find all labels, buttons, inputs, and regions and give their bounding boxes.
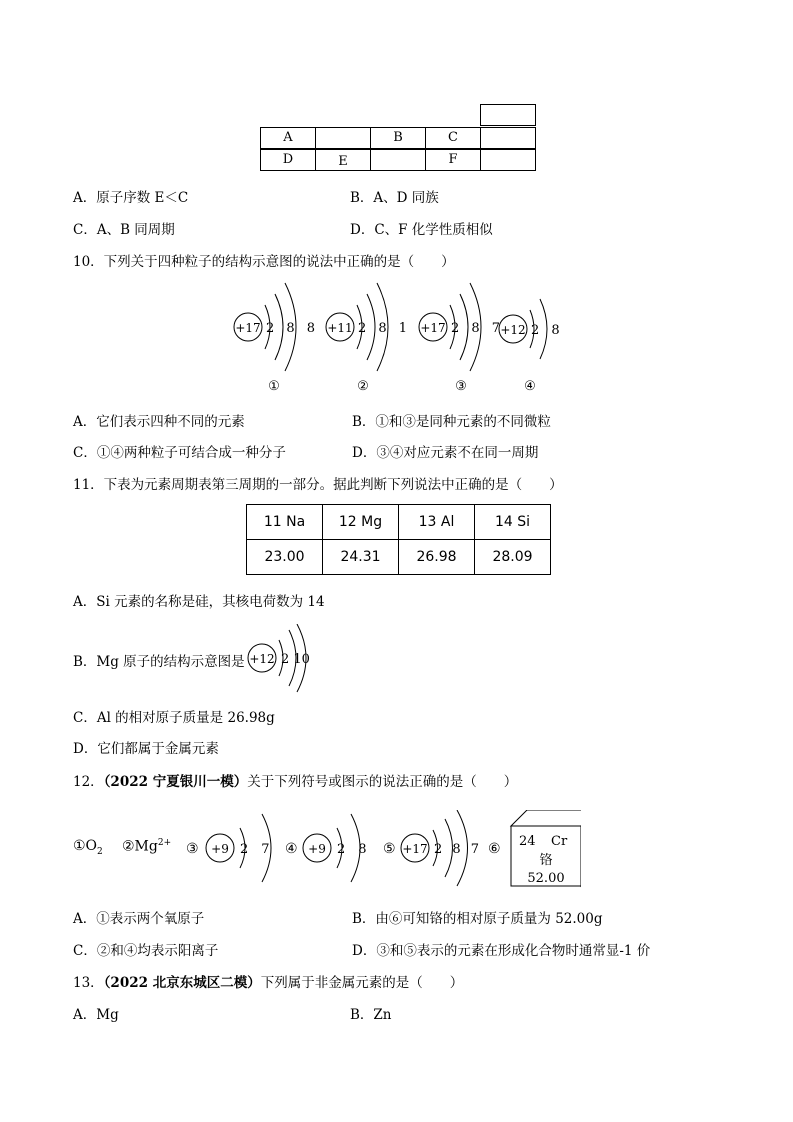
table-cell	[315, 127, 371, 149]
q10-option-b: B．①和③是同种元素的不同微粒	[352, 414, 551, 430]
q11-stem: 11．下表为元素周期表第三周期的一部分。据此判断下列说法中正确的是（ ）	[73, 477, 563, 493]
question-source: （2022 北京东城区二模）	[103, 975, 261, 991]
shell-electrons: 2 8	[337, 842, 367, 857]
shell-electrons: 2 8 8	[266, 321, 320, 336]
table-cell: C	[425, 127, 481, 149]
symbol-o2: ①O	[73, 838, 98, 854]
q9-option-a: A．原子序数 E＜C	[73, 190, 189, 206]
atom-diagram-2	[326, 283, 411, 394]
q13-option-b: B．Zn	[350, 1007, 392, 1023]
q10-option-a: A．它们表示四种不同的元素	[73, 414, 245, 430]
nucleus-charge: +11	[327, 321, 353, 335]
item-label: ③	[186, 841, 199, 857]
subscript: 2	[97, 846, 103, 857]
shell-electrons: 2 7	[240, 842, 270, 857]
q11-option-b: B．Mg 原子的结构示意图是	[73, 654, 245, 670]
q12-option-b: B．由⑥可知铬的相对原子质量为 52.00g	[352, 911, 603, 927]
nucleus-charge: +17	[402, 842, 428, 856]
q9-option-b: B．A、D 同族	[350, 190, 439, 206]
chromium-element-card	[511, 810, 581, 886]
q13-option-a: A．Mg	[73, 1007, 119, 1023]
table-cell-top-right	[480, 104, 536, 126]
q11-option-a: A．Si 元素的名称是硅，其核电荷数为 14	[73, 594, 325, 610]
shell-electrons: 2 8 7	[451, 321, 505, 336]
atomic-number: 24	[519, 834, 536, 849]
atom-diagram-cl	[401, 810, 482, 886]
atom-diagram-3	[419, 283, 504, 394]
element-mass: 28.09	[475, 540, 551, 575]
element-mass: 26.98	[399, 540, 475, 575]
table-cell: E	[315, 149, 371, 171]
nucleus-charge: +9	[211, 842, 229, 856]
shell-electrons: 2 10	[281, 652, 310, 667]
q13-stem	[73, 971, 463, 991]
nucleus-charge: +12	[249, 652, 275, 666]
element-name: 12 Mg	[323, 505, 399, 540]
particle-label: ②	[357, 379, 369, 394]
superscript: 2+	[157, 838, 172, 848]
atom-diagram-f	[206, 814, 271, 882]
table-cell: A	[260, 127, 316, 149]
particle-label: ③	[455, 379, 467, 394]
q10-stem: 10．下列关于四种粒子的结构示意图的说法中正确的是（ ）	[73, 254, 455, 270]
element-symbol: Cr	[551, 834, 568, 849]
q12-stem	[73, 770, 517, 790]
nucleus-charge: +17	[235, 321, 261, 335]
ion-diagram-f	[303, 814, 367, 882]
q11-option-d: D．它们都属于金属元素	[73, 741, 219, 757]
mg-atom-diagram	[245, 624, 315, 694]
table-cell: B	[370, 127, 426, 149]
item-label: ⑤	[383, 841, 396, 857]
shell-electrons: 2 8 1	[358, 321, 412, 336]
nucleus-charge: +9	[308, 842, 326, 856]
question-text: 下列属于非金属元素的是（ ）	[260, 975, 464, 991]
atomic-mass: 52.00	[527, 871, 565, 886]
element-mass: 24.31	[323, 540, 399, 575]
question-source: （2022 宁夏银川一模）	[103, 774, 248, 790]
nucleus-charge: +12	[500, 323, 526, 337]
element-name: 13 Al	[399, 505, 475, 540]
table-cell	[480, 149, 536, 171]
item-label: ④	[285, 841, 298, 857]
q10-option-c: C．①④两种粒子可结合成一种分子	[73, 445, 286, 461]
shell-electrons: 2 8	[531, 323, 564, 338]
table-cell	[370, 149, 426, 171]
element-name: 14 Si	[475, 505, 551, 540]
q12-diagrams	[186, 810, 581, 890]
q12-option-d: D．③和⑤表示的元素在形成化合物时通常显-1 价	[352, 943, 651, 959]
atom-diagram-1	[234, 283, 319, 394]
q9-option-d: D．C、F 化学性质相似	[350, 222, 493, 238]
table-cell: F	[425, 149, 481, 171]
nucleus-charge: +17	[420, 321, 446, 335]
q12-item-1	[73, 838, 103, 857]
q10-option-d: D．③④对应元素不在同一周期	[352, 445, 539, 461]
particle-label: ④	[524, 379, 536, 394]
element-name: 11 Na	[247, 505, 323, 540]
item-label: ⑥	[488, 841, 501, 857]
table-cell	[480, 127, 536, 149]
element-name: 铬	[539, 853, 553, 868]
shell-electrons: 2 8 7	[434, 842, 483, 857]
element-mass: 23.00	[247, 540, 323, 575]
q12-option-c: C．②和④均表示阳离子	[73, 943, 219, 959]
particle-label: ①	[268, 379, 280, 394]
symbol-mg-ion: ②Mg	[122, 838, 158, 855]
q9-option-c: C．A、B 同周期	[73, 222, 175, 238]
atom-diagram-4	[499, 299, 564, 394]
table-cell: D	[260, 149, 316, 171]
question-number: 13．	[73, 975, 104, 991]
question-text: 关于下列符号或图示的说法正确的是（ ）	[247, 774, 518, 790]
q11-option-c: C．Al 的相对原子质量是 26.98g	[73, 710, 275, 726]
q10-atom-diagrams	[225, 280, 565, 395]
q12-option-a: A．①表示两个氧原子	[73, 911, 205, 927]
question-number: 12．	[73, 774, 104, 790]
q12-item-2	[122, 838, 171, 855]
element-table	[246, 504, 551, 575]
